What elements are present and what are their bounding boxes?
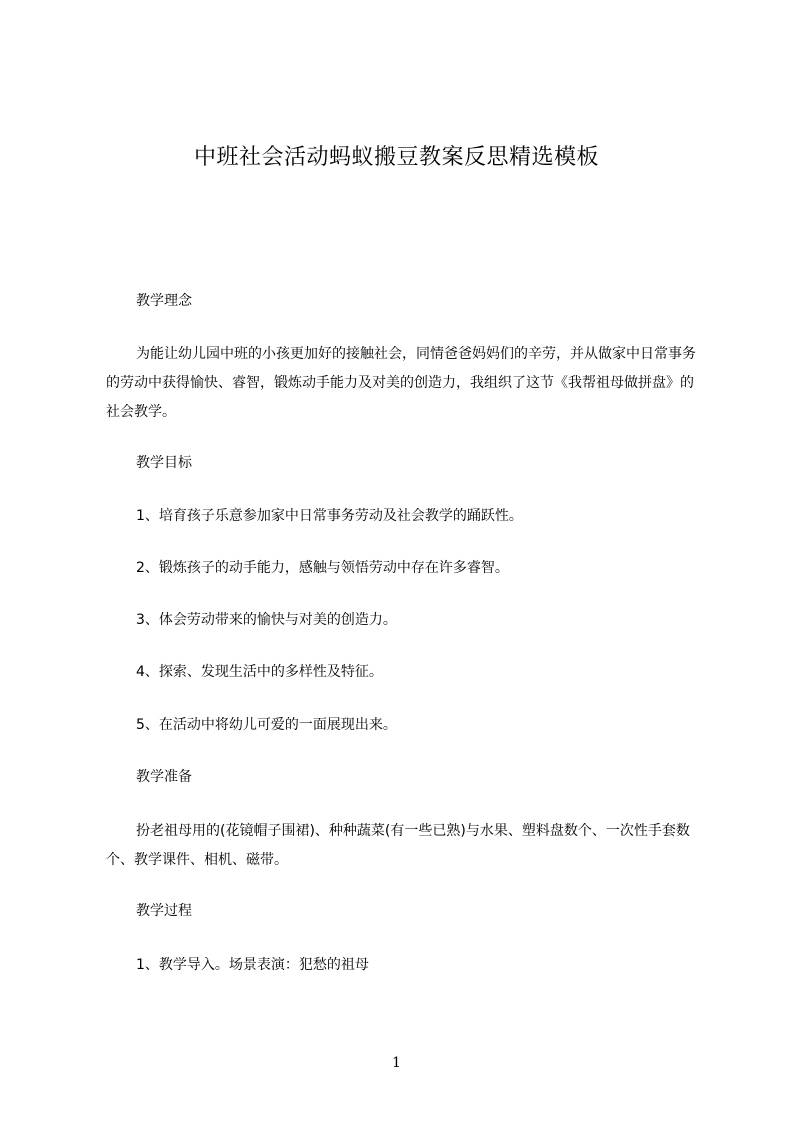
goal-item-5: 5、在活动中将幼儿可爱的一面展现出来。 <box>136 717 397 733</box>
goal-item-2: 2、锻炼孩子的动手能力，感触与领悟劳动中存在许多睿智。 <box>136 560 509 576</box>
paragraph-preparation: 扮老祖母用的(花镜帽子围裙)、种种蔬菜(有一些已熟)与水果、塑料盘数个、一次性手套数个、教学课件、相机、磁带。 <box>106 823 690 868</box>
heading-teaching-goals: 教学目标 <box>136 455 192 471</box>
heading-teaching-process: 教学过程 <box>136 903 192 919</box>
goal-item-1: 1、培育孩子乐意参加家中日常事务劳动及社会教学的踊跃性。 <box>136 508 523 524</box>
process-step-1: 1、教学导入。场景表演：犯愁的祖母 <box>136 957 369 973</box>
heading-teaching-philosophy: 教学理念 <box>136 293 192 309</box>
page-title: 中班社会活动蚂蚁搬豆教案反思精选模板 <box>193 145 599 170</box>
heading-teaching-preparation: 教学准备 <box>136 769 192 785</box>
paragraph-philosophy: 为能让幼儿园中班的小孩更加好的接触社会，同情爸爸妈妈们的辛劳，并从做家中日常事务的劳动中获得愉快、睿智，锻炼动手能力及对美的创造力，我组织了这节《我帮祖母做拼盘》的社会教学。 <box>106 346 696 420</box>
goal-item-3: 3、体会劳动带来的愉快与对美的创造力。 <box>136 612 397 628</box>
goal-item-4: 4、探索、发现生活中的多样性及特征。 <box>136 664 383 680</box>
page-number: 1 <box>392 1055 401 1071</box>
